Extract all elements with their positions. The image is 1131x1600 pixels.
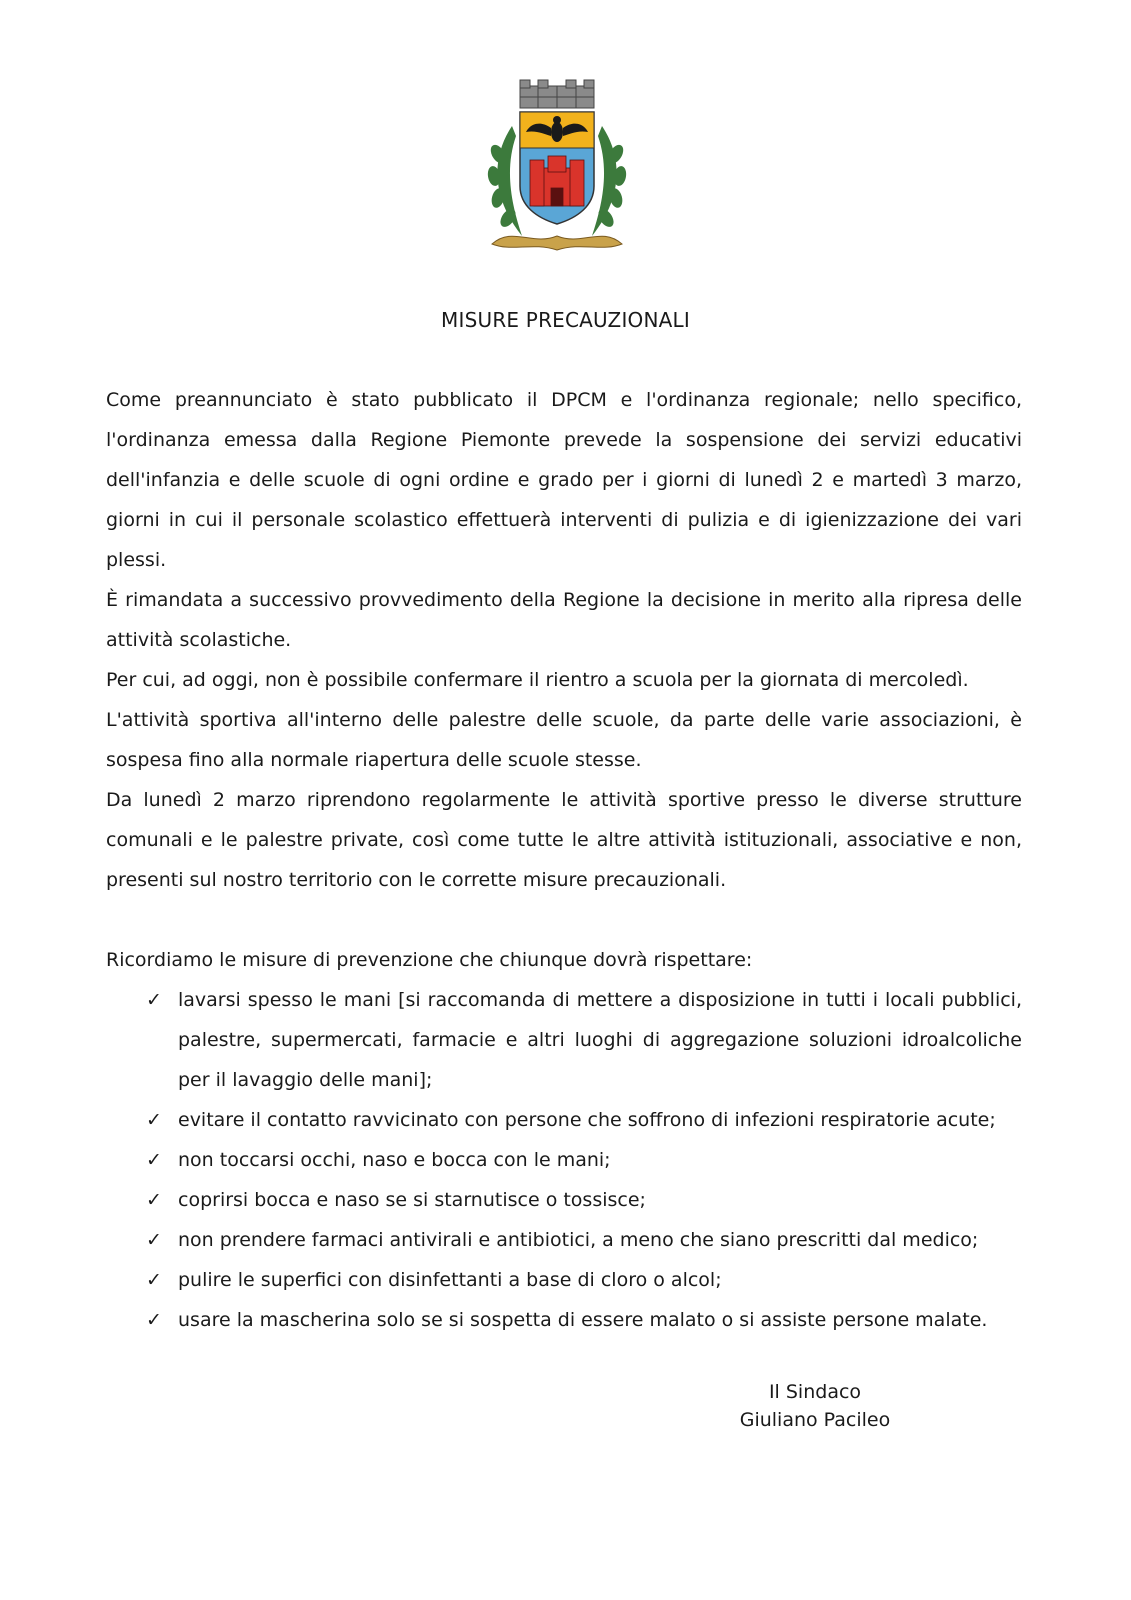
measure-text: non toccarsi occhi, naso e bocca con le mani; [178, 1149, 611, 1171]
paragraph: L'attività sportiva all'interno delle palestre delle scuole, da parte delle varie associazioni, è sospesa fino alla normale riapertura delle scuole stesse. [106, 709, 1022, 771]
signature-block [700, 1378, 930, 1434]
checkmark-icon: ✓ [146, 1189, 162, 1211]
measure-text: lavarsi spesso le mani [si raccomanda di mettere a disposizione in tutti i locali pubblici, palestre, supermercati, farmacie e altri luoghi di aggregazione soluzioni idroalcoliche per il lavaggio delle mani]; [178, 989, 1022, 1091]
municipal-coat-of-arms-icon [482, 76, 632, 258]
document-body [106, 380, 1022, 1340]
list-item [106, 1300, 1022, 1340]
checkmark-icon: ✓ [146, 1269, 162, 1291]
paragraph: Da lunedì 2 marzo riprendono regolarmente le attività sportive presso le diverse strutture comunali e le palestre private, così come tutte le altre attività istituzionali, associative e non, presenti sul nostro territorio con le corrette misure precauzionali. [106, 789, 1022, 891]
paragraph: Per cui, ad oggi, non è possibile confermare il rientro a scuola per la giornata di mercoledì. [106, 669, 969, 691]
list-item [106, 1260, 1022, 1300]
signature-name: Giuliano Pacileo [739, 1409, 891, 1431]
measures-intro: Ricordiamo le misure di prevenzione che chiunque dovrà rispettare: [106, 949, 753, 971]
checkmark-icon: ✓ [146, 989, 162, 1011]
spacer [106, 900, 1022, 940]
measure-text: coprirsi bocca e naso se si starnutisce o tossisce; [178, 1189, 646, 1211]
checkmark-icon: ✓ [146, 1309, 162, 1331]
measure-text: usare la mascherina solo se si sospetta di essere malato o si assiste persone malate. [178, 1309, 988, 1331]
signature-role: Il Sindaco [768, 1381, 862, 1403]
list-item [106, 980, 1022, 1100]
list-item [106, 1220, 1022, 1260]
list-item [106, 1180, 1022, 1220]
document-title: MISURE PRECAUZIONALI [441, 308, 690, 332]
measure-text: evitare il contatto ravvicinato con persone che soffrono di infezioni respiratorie acute; [178, 1109, 996, 1131]
list-item [106, 1100, 1022, 1140]
list-item [106, 1140, 1022, 1180]
measure-text: non prendere farmaci antivirali e antibiotici, a meno che siano prescritti dal medico; [178, 1229, 979, 1251]
paragraph: Come preannunciato è stato pubblicato il DPCM e l'ordinanza regionale; nello specifico, l'ordinanza emessa dalla Regione Piemonte prevede la sospensione dei servizi educativi dell'infanzia e delle scuole di ogni ordine e grado per i giorni di lunedì 2 e martedì 3 marzo, giorni in cui il personale scolastico effettuerà interventi di pulizia e di igienizzazione dei vari plessi. [106, 389, 1022, 571]
measures-list [106, 980, 1022, 1340]
checkmark-icon: ✓ [146, 1149, 162, 1171]
paragraph: È rimandata a successivo provvedimento della Regione la decisione in merito alla ripresa delle attività scolastiche. [106, 589, 1022, 651]
measure-text: pulire le superfici con disinfettanti a base di cloro o alcol; [178, 1269, 722, 1291]
checkmark-icon: ✓ [146, 1109, 162, 1131]
checkmark-icon: ✓ [146, 1229, 162, 1251]
